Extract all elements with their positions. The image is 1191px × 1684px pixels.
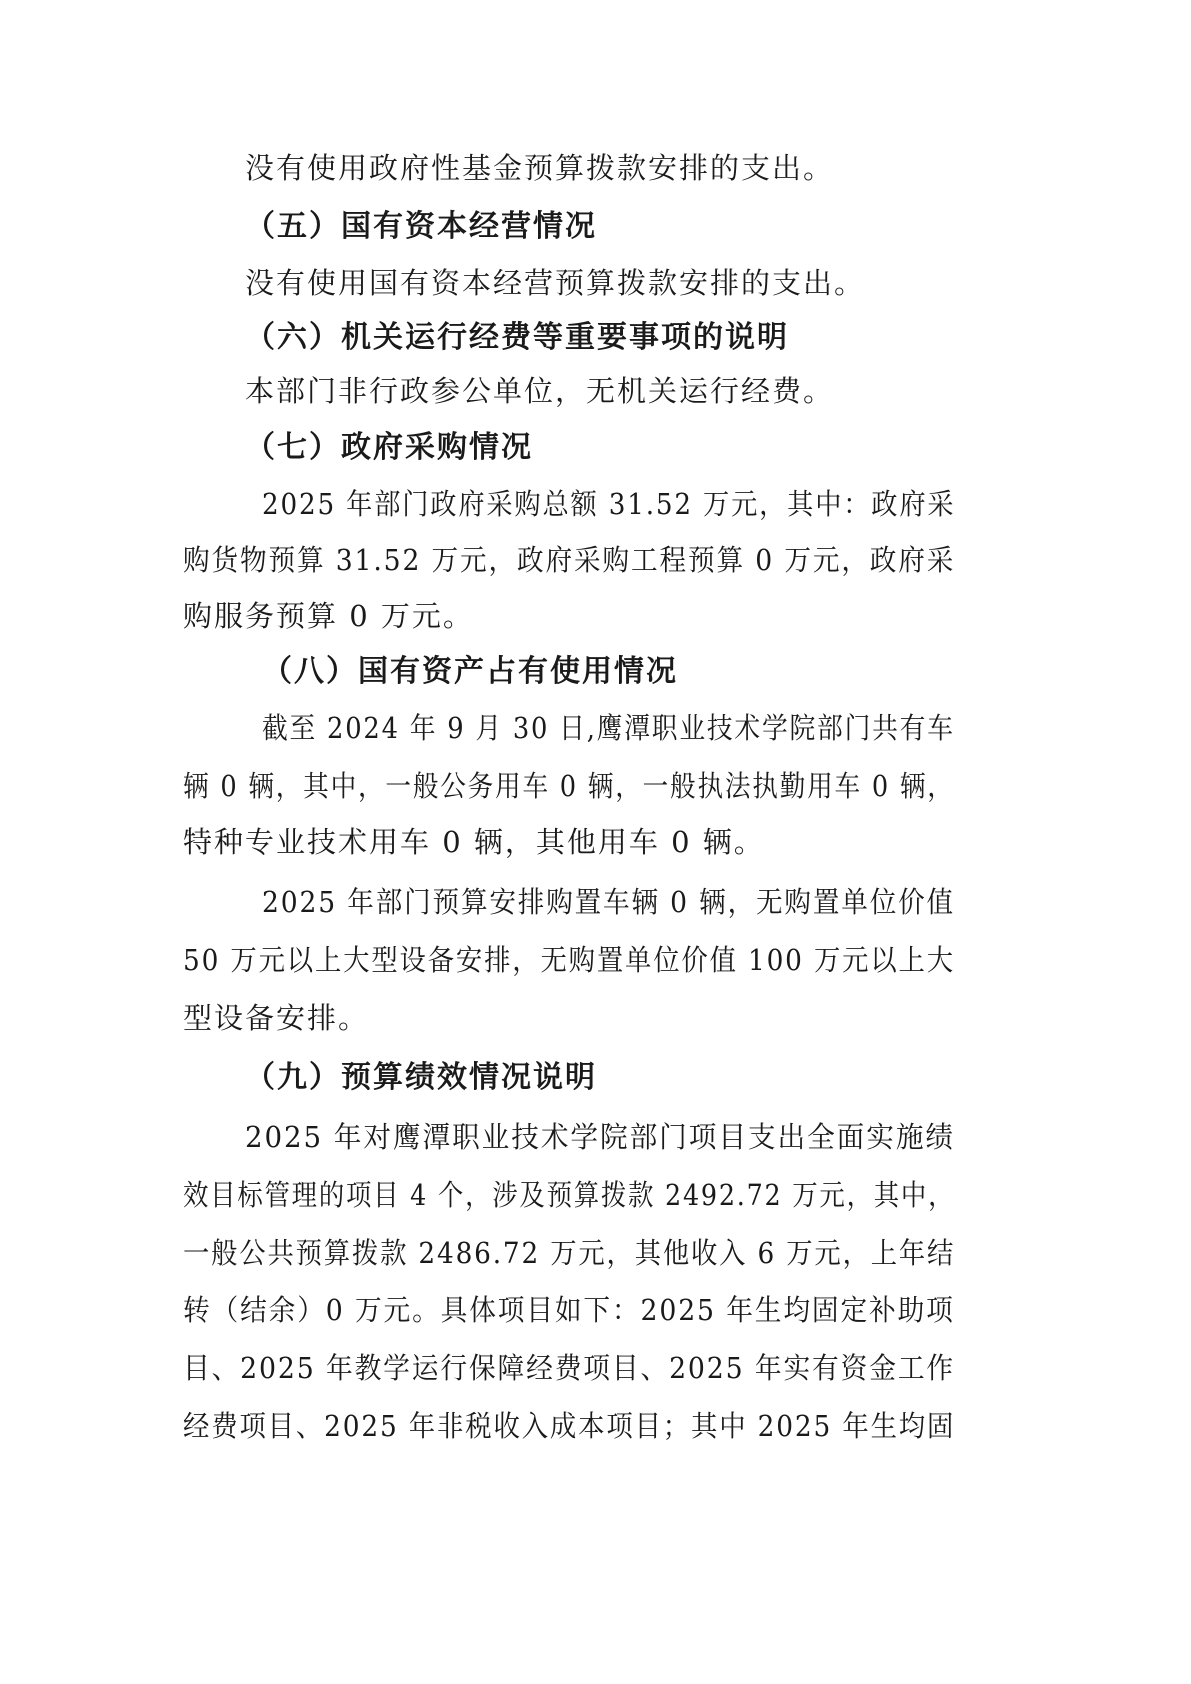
section-heading-9: （九）预算绩效情况说明: [245, 1060, 597, 1095]
paragraph-line: 2025 年部门预算安排购置车辆 0 辆，无购置单位价值: [262, 885, 955, 919]
section-heading-7: （七）政府采购情况: [245, 430, 533, 465]
paragraph-line: 2025 年部门政府采购总额 31.52 万元，其中：政府采: [262, 487, 956, 521]
paragraph-line: 转（结余）0 万元。具体项目如下：2025 年生均固定补助项: [183, 1293, 955, 1327]
paragraph-line: 购货物预算 31.52 万元，政府采购工程预算 0 万元，政府采: [183, 543, 956, 577]
paragraph-line: 目、2025 年教学运行保障经费项目、2025 年实有资金工作: [183, 1351, 956, 1385]
paragraph-line: 辆 0 辆，其中，一般公务用车 0 辆，一般执法执勤用车 0 辆，: [183, 769, 955, 803]
paragraph-line: 本部门非行政参公单位，无机关运行经费。: [245, 374, 835, 408]
paragraph-line: 没有使用国有资本经营预算拨款安排的支出。: [245, 266, 866, 300]
paragraph-line: 型设备安排。: [183, 1001, 370, 1035]
section-heading-5: （五）国有资本经营情况: [245, 209, 597, 244]
paragraph-line: 特种专业技术用车 0 辆，其他用车 0 辆。: [183, 825, 765, 859]
section-heading-8: （八）国有资产占有使用情况: [262, 654, 678, 689]
paragraph-line: 效目标管理的项目 4 个，涉及预算拨款 2492.72 万元，其中，: [183, 1178, 956, 1212]
paragraph-line: 截至 2024 年 9 月 30 日,鹰潭职业技术学院部门共有车: [262, 711, 955, 745]
paragraph-line: 没有使用政府性基金预算拨款安排的支出。: [245, 151, 835, 185]
paragraph-line: 50 万元以上大型设备安排，无购置单位价值 100 万元以上大: [183, 943, 955, 977]
paragraph-line: 2025 年对鹰潭职业技术学院部门项目支出全面实施绩: [245, 1120, 956, 1154]
paragraph-line: 经费项目、2025 年非税收入成本项目；其中 2025 年生均固: [183, 1409, 956, 1443]
section-heading-6: （六）机关运行经费等重要事项的说明: [245, 320, 789, 355]
paragraph-line: 购服务预算 0 万元。: [183, 599, 474, 633]
paragraph-line: 一般公共预算拨款 2486.72 万元，其他收入 6 万元，上年结: [183, 1236, 956, 1270]
